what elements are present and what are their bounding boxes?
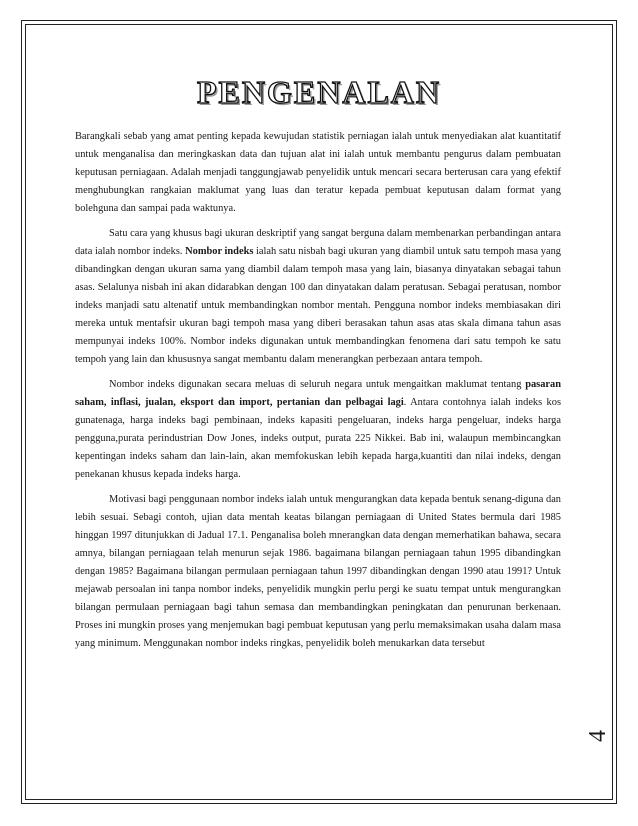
- document-body: [75, 128, 561, 653]
- bold-term: Nombor indeks: [185, 246, 254, 257]
- paragraph-text: Satu cara yang khusus bagi ukuran deskriptif yang sangat berguna dalam membenarkan perbandingan antara data ialah nombor indeks.: [75, 228, 561, 257]
- paragraph-text: Nombor indeks digunakan secara meluas di seluruh negara untuk mengaitkan maklumat tentang: [109, 379, 526, 390]
- page-number: 4: [585, 730, 611, 742]
- paragraph-motivation: Motivasi bagi penggunaan nombor indeks ialah untuk mengurangkan data kepada bentuk senang-diguna dan lebih sesuai. Sebagi contoh, ujian data mentah keatas bilangan perniagaan di United States bermula dari 1985 hinggan 1997 ditunjukkan di Jadual 17.1. Penganalisa boleh mnerangkan data dengan memerhatikan bahawa, secara amnya, bilangan perniagaan telah menurun sejak 1986. bagaimana bilangan perniagaan tahun 1995 dibandingkan dengan 1985? Bagaimana bilangan permulaan perniagaan tahun 1997 dibandingkan dengan 1990 atau 1991? Untuk mejawab persoalan ini tanpa nombor indeks, penyelidik mungkin perlu pergi ke suatu tempat untuk mengurangkan bilangan permulaan perniagaan bagi tahun semasa dan membandingkan peningkatan dan penurunan berkenaan. Proses ini mungkin proses yang menjemukan bagi pembuat keputusan yang perlu memaksimakan usaha dalam masa yang minimum. Menggunakan nombor indeks ringkas, penyelidik boleh menukarkan data tersebut: [75, 494, 561, 649]
- paragraph-text: ialah satu nisbah bagi ukuran yang diambil untuk satu tempoh masa yang dibandingkan dengan ukuran sama yang diambil dalam tempoh masa yang lain, biasanya dinyatakan sebagai tahun asas. Selalunya nisbah ini akan didarabkan dengan 100 dan dinyatakan dalam peratusan. Sebagai peratusan, nombor indeks manjadi satu altenatif untuk membandingkan nombor mentah. Pengguna nombor indeks membiasakan diri mereka untuk mentafsir ukuran bagi tempoh masa yang diberi berasakan tahun asas atas skala dimana tahun asas mempunyai indeks 100%. Nombor indeks digunakan untuk membandingkan fenomena dari satu tempoh ke satu tempoh yang lain dan khususnya sangat membantu dalam menerangkan perbezaan antara tempoh.: [75, 246, 561, 365]
- paragraph-index-definition: [75, 225, 561, 369]
- paragraph-index-usage: [75, 376, 561, 484]
- bold-term: pasaran saham, inflasi, jualan, eksport dan import, pertanian dan pelbagai lagi: [75, 379, 561, 408]
- paragraph-text: . Antara contohnya ialah indeks kos gunatenaga, harga indeks bagi pembinaan, indeks kapasiti pengeluaran, indeks harga pengeluar, indeks harga pengguna,purata perindustrian Dow Jones, indeks output, purata 225 Nikkei. Bab ini, walaupun membincangkan kepentingan indeks saham dan lain-lain, akan memfokuskan lebih kepada harga,kuantiti dan nilai indeks, dengan penekanan khusus kepada indeks harga.: [75, 397, 561, 480]
- page-title: PENGENALAN: [196, 74, 441, 110]
- paragraph-intro: Barangkali sebab yang amat penting kepada kewujudan statistik perniagan ialah untuk menyediakan alat kuantitatif untuk menganalisa dan meringkaskan data dan tujuan alat ini ialah untuk membantu pengurus dalam pembuatan keputusan perniagaan. Adalah menjadi tanggungjawab penyelidik untuk mencari secara berterusan cara yang efektif menghubungkan rangkaian maklumat yang luas dan teratur kepada pembuat keputusan dalam format yang bolehguna dan sampai pada waktunya.: [75, 131, 561, 214]
